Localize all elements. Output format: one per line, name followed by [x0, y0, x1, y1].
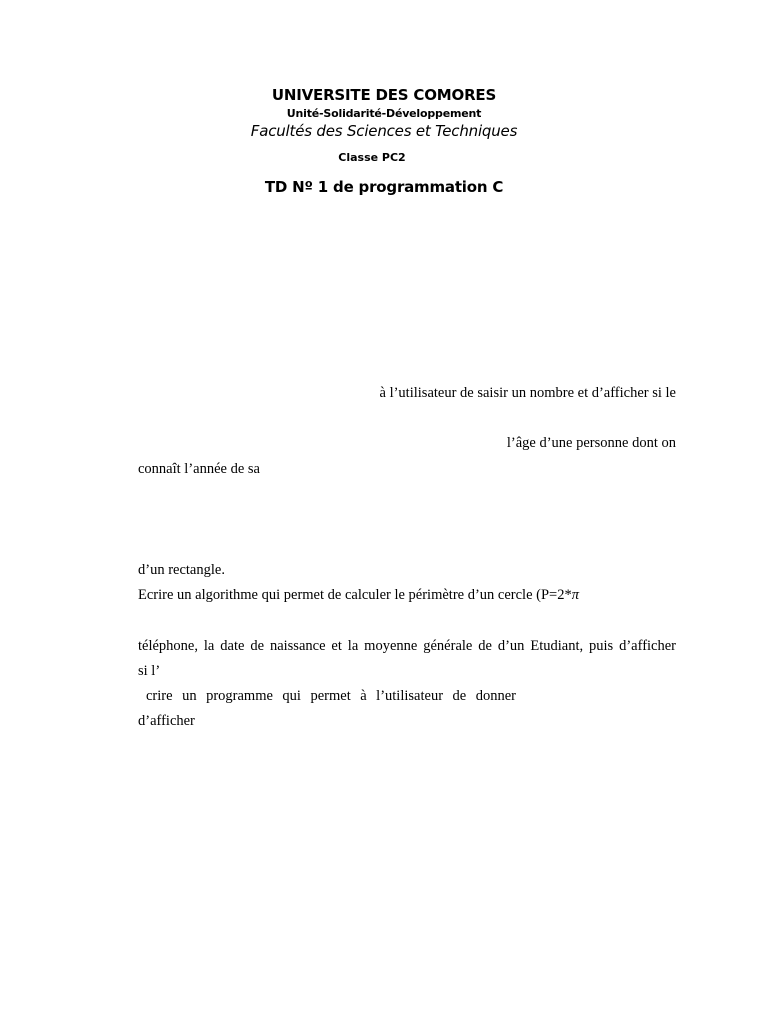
- class-label: Classe PC2: [338, 151, 406, 164]
- body-line-7: si l’: [138, 663, 161, 679]
- university-name: UNIVERSITE DES COMORES: [271, 86, 497, 104]
- body-line-4: d’un rectangle.: [138, 562, 225, 578]
- body-line-5-text: Ecrire un algorithme qui permet de calculer le périmètre d’un cercle (P=2*: [138, 587, 572, 603]
- body-line-3: connaît l’année de sa: [138, 461, 260, 477]
- body-line-5: [138, 586, 579, 604]
- document-title: TD Nº 1 de programmation C: [264, 178, 504, 196]
- body-line-8: crire un programme qui permet à l’utilisateur de donner: [146, 688, 516, 704]
- body-line-6: téléphone, la date de naissance et la moyenne générale de d’un Etudiant, puis d’afficher: [138, 638, 676, 654]
- body-line-1: à l’utilisateur de saisir un nombre et d’afficher si le: [379, 385, 676, 401]
- university-motto: Unité-Solidarité-Développement: [286, 107, 482, 120]
- pi-symbol: π: [571, 587, 579, 603]
- body-line-9: d’afficher: [138, 713, 195, 729]
- body-line-2: l’âge d’une personne dont on: [506, 435, 676, 451]
- faculty-name: Facultés des Sciences et Techniques: [250, 122, 518, 140]
